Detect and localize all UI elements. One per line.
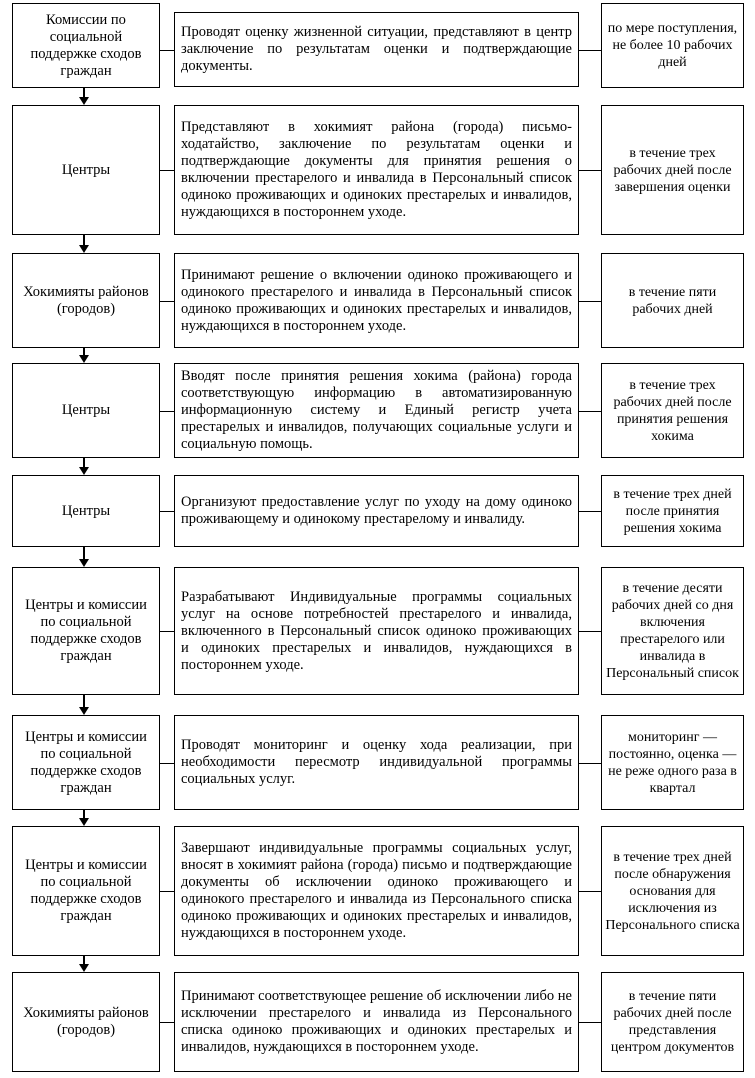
step-6-connector-right xyxy=(579,631,601,632)
step-7-deadline: мониторинг — постоянно, оценка — не реже одного раза в квартал xyxy=(601,715,744,810)
step-2-action xyxy=(174,105,579,235)
step-4-action xyxy=(174,363,579,458)
step-5-connector-left xyxy=(160,511,174,512)
step-1-connector-left xyxy=(160,50,174,51)
step-1-deadline: по мере поступления, не более 10 рабочих дней xyxy=(601,3,744,88)
step-9-action-text: Принимают соответствующее решение об исключении либо не исключении престарелого и инвалида из Персонального списка одиноко проживающих и одиноких престарелых и инвалидов, нуждающихся в постороннем уходе. xyxy=(181,988,572,1055)
step-3-actor: Хокимияты районов (городов) xyxy=(12,253,160,348)
step-7-action xyxy=(174,715,579,810)
step-3-connector-left xyxy=(160,301,174,302)
step-3-action xyxy=(174,253,579,348)
step-6-connector-left xyxy=(160,631,174,632)
step-1-action-text: Проводят оценку жизненной ситуации, представляют в центр заключение по результатам оценки и подтверждающие документы. xyxy=(181,24,572,74)
step-9-connector-left xyxy=(160,1022,174,1023)
step-7-action-text: Проводят мониторинг и оценку хода реализации, при необходимости пересмотр индивидуальной программы социальных услуг. xyxy=(181,737,572,787)
step-6-deadline: в течение десяти рабочих дней со дня включения престарелого или инвалида в Персональный список xyxy=(601,567,744,695)
step-5-action-text: Организуют предоставление услуг по уходу на дому одиноко проживающему и одинокому престарелому и инвалиду. xyxy=(181,494,572,527)
step-2-action-text: Представляют в хокимият района (города) письмо-ходатайство, заключение по результатам оценки и подтверждающие документы для принятия решения о включении престарелого и инвалида в Персональный список одиноко проживающих и одиноких престарелых и инвалидов, нуждающихся в постороннем уходе. xyxy=(181,119,572,220)
step-8-connector-left xyxy=(160,891,174,892)
step-3-deadline: в течение пяти рабочих дней xyxy=(601,253,744,348)
step-2-connector-right xyxy=(579,170,601,171)
step-8-action xyxy=(174,826,579,956)
step-7-connector-left xyxy=(160,763,174,764)
step-3-action-text: Принимают решение о включении одиноко проживающего и одинокого престарелого и инвалида в Персональный список одиноко проживающих и одиноких престарелых и инвалидов, нуждающихся в постороннем уходе. xyxy=(181,266,572,334)
step-1-connector-right xyxy=(579,50,601,51)
step-4-connector-left xyxy=(160,411,174,412)
step-9-actor: Хокимияты районов (городов) xyxy=(12,972,160,1072)
step-4-connector-right xyxy=(579,411,601,412)
step-6-action-text: Разрабатывают Индивидуальные программы социальных услуг на основе потребностей престарелого и инвалида, включенного в Персональный список одиноко проживающих и одиноких престарелых и инвалидов, нуждающихся в постороннем уходе. xyxy=(181,588,572,673)
step-3-connector-right xyxy=(579,301,601,302)
step-5-deadline: в течение трех дней после принятия решения хокима xyxy=(601,475,744,547)
step-4-deadline: в течение трех рабочих дней после принятия решения хокима xyxy=(601,363,744,458)
step-9-action xyxy=(174,972,579,1072)
step-8-actor: Центры и комиссии по социальной поддержке сходов граждан xyxy=(12,826,160,956)
step-8-deadline: в течение трех дней после обнаружения основания для исключения из Персонального списка xyxy=(601,826,744,956)
step-5-actor: Центры xyxy=(12,475,160,547)
step-2-connector-left xyxy=(160,170,174,171)
step-2-actor: Центры xyxy=(12,105,160,235)
step-1-action xyxy=(174,12,579,87)
step-4-action-text: Вводят после принятия решения хокима (района) города соответствующую информацию в автоматизированную информационную систему и Единый регистр учета престарелых и инвалидов, получающих социальные услуги и социальную помощь. xyxy=(181,368,572,452)
step-9-deadline: в течение пяти рабочих дней после представления центром документов xyxy=(601,972,744,1072)
step-2-deadline: в течение трех рабочих дней после завершения оценки xyxy=(601,105,744,235)
step-6-action xyxy=(174,567,579,695)
step-5-action xyxy=(174,475,579,547)
step-5-connector-right xyxy=(579,511,601,512)
step-8-action-text: Завершают индивидуальные программы социальных услуг, вносят в хокимият района (города) письмо и подтверждающие документы об исключении одиноко проживающего и одинокого престарелого и инвалида из Персонального списка одиноко проживающих и одиноких престарелых и инвалидов, нуждающихся в постороннем уходе. xyxy=(181,840,572,941)
step-6-actor: Центры и комиссии по социальной поддержке сходов граждан xyxy=(12,567,160,695)
step-1-actor: Комиссии по социальной поддержке сходов граждан xyxy=(12,3,160,88)
step-8-connector-right xyxy=(579,891,601,892)
step-4-actor: Центры xyxy=(12,363,160,458)
step-7-connector-right xyxy=(579,763,601,764)
step-7-actor: Центры и комиссии по социальной поддержке сходов граждан xyxy=(12,715,160,810)
step-9-connector-right xyxy=(579,1022,601,1023)
